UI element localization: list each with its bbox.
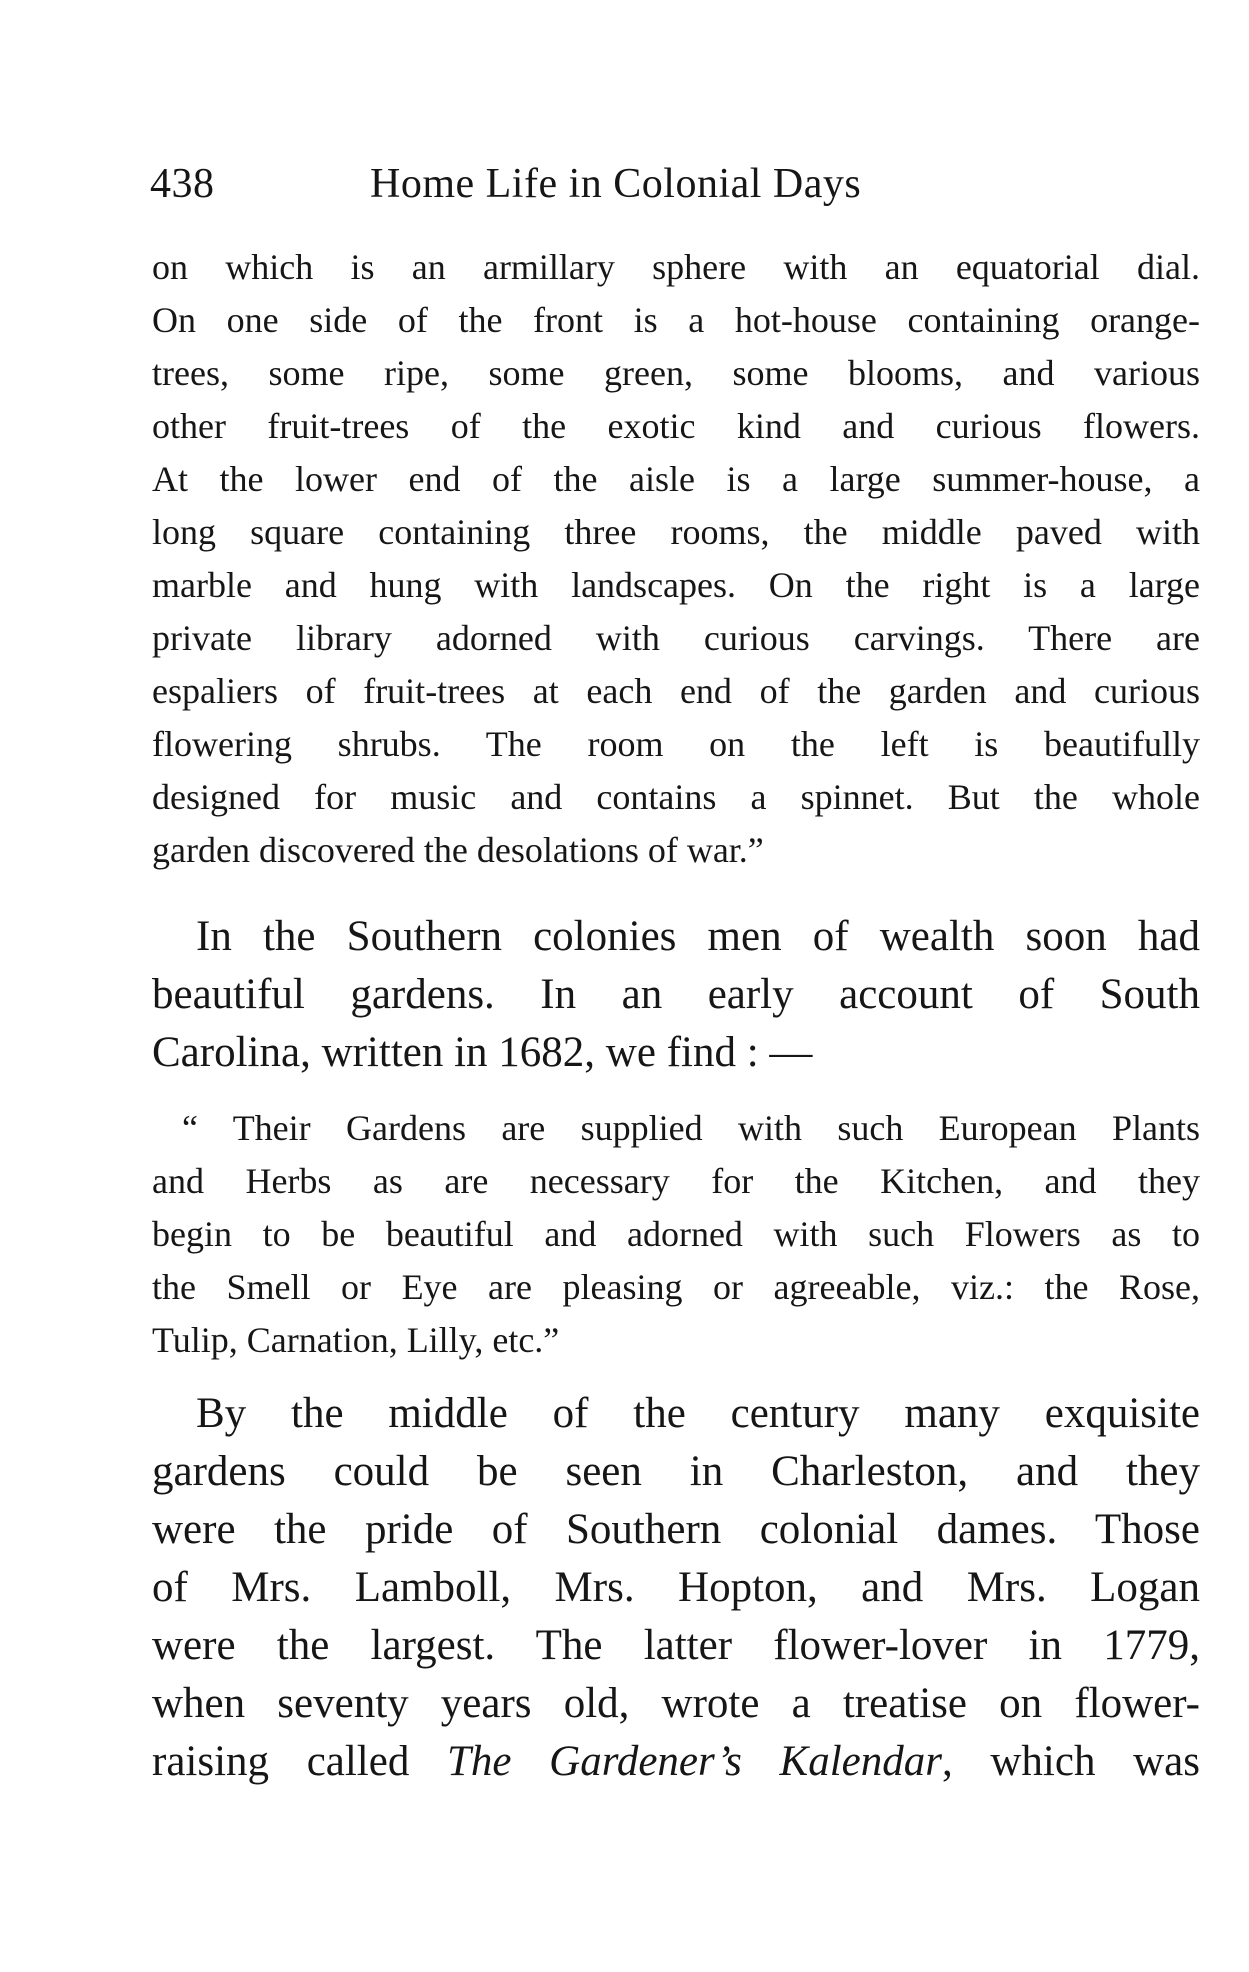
text-line: On one side of the front is a hot-house containing orange- — [152, 300, 1200, 340]
text-line: garden discovered the desolations of war.” — [152, 830, 764, 870]
text-line: Tulip, Carnation, Lilly, etc.” — [152, 1320, 560, 1360]
paragraph-charleston-gardens — [152, 1385, 1200, 1791]
text-line: begin to be beautiful and adorned with such Flowers as to — [152, 1214, 1200, 1254]
text-line: “ Their Gardens are supplied with such European Plants — [182, 1108, 1200, 1148]
text-line: private library adorned with curious carvings. There are — [152, 618, 1200, 658]
text-line: when seventy years old, wrote a treatise on flower- — [152, 1680, 1200, 1727]
text-line: Carolina, written in 1682, we find : — — [152, 1029, 813, 1076]
text-line: gardens could be seen in Charleston, and they — [152, 1448, 1200, 1495]
text-line: beautiful gardens. In an early account of South — [152, 971, 1200, 1018]
text-line: on which is an armillary sphere with an equatorial dial. — [152, 247, 1200, 287]
text-line: marble and hung with landscapes. On the right is a large — [152, 565, 1200, 605]
running-title: Home Life in Colonial Days — [370, 161, 862, 207]
text-line: of Mrs. Lamboll, Mrs. Hopton, and Mrs. Logan — [152, 1564, 1200, 1611]
running-head — [150, 154, 1000, 214]
text-line: espaliers of fruit-trees at each end of the garden and curious — [152, 671, 1200, 711]
text-line: were the pride of Southern colonial dames. Those — [152, 1506, 1200, 1553]
text-line: In the Southern colonies men of wealth soon had — [196, 913, 1200, 960]
paragraph-southern-colonies — [152, 908, 1200, 1082]
text-fragment: , which was — [941, 1738, 1200, 1785]
text-line: the Smell or Eye are pleasing or agreeable, viz.: the Rose, — [152, 1267, 1200, 1307]
text-line: By the middle of the century many exquisite — [196, 1390, 1200, 1437]
page-number: 438 — [150, 161, 215, 207]
text-line: were the largest. The latter flower-lover in 1779, — [152, 1622, 1200, 1669]
paragraph-continued — [152, 241, 1200, 877]
text-line-with-title — [152, 1733, 1200, 1791]
text-line: flowering shrubs. The room on the left is beautifully — [152, 724, 1200, 764]
book-title: The Gardener’s Kalendar — [447, 1738, 942, 1785]
text-line: long square containing three rooms, the middle paved with — [152, 512, 1200, 552]
block-quotation — [152, 1102, 1200, 1367]
text-line: At the lower end of the aisle is a large summer-house, a — [152, 459, 1200, 499]
text-line: other fruit-trees of the exotic kind and curious flowers. — [152, 406, 1200, 446]
text-fragment: raising called — [152, 1738, 447, 1785]
text-line: trees, some ripe, some green, some blooms, and various — [152, 353, 1200, 393]
text-line: and Herbs as are necessary for the Kitchen, and they — [152, 1161, 1200, 1201]
text-line: designed for music and contains a spinnet. But the whole — [152, 777, 1200, 817]
